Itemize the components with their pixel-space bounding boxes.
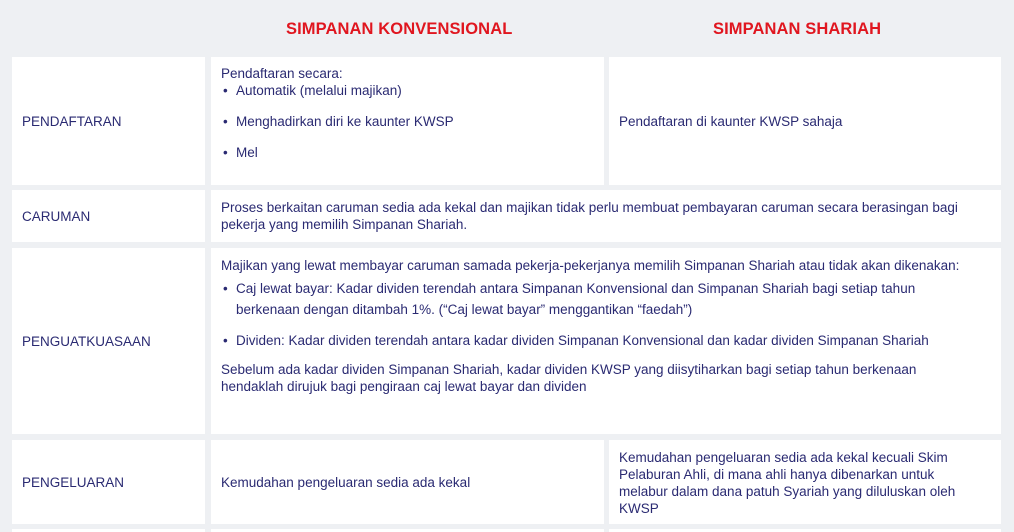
- pengeluaran-shariah-cell: [609, 440, 1001, 524]
- pengeluaran-shariah-text: Kemudahan pengeluaran sedia ada kekal kecuali Skim Pelaburan Ahli, di mana ahli hanya dibenarkan untuk melabur dalam dana patuh Syariah yang diluluskan oleh KWSP: [619, 450, 956, 516]
- bullet-icon: •: [223, 145, 228, 160]
- list-item: • Automatik (melalui majikan): [223, 83, 402, 98]
- row-label-penguatkuasaan: [12, 248, 205, 434]
- pendaftaran-konvensional-cell: [211, 57, 604, 185]
- header-simpanan-konvensional: SIMPANAN KONVENSIONAL: [286, 20, 513, 38]
- pengeluaran-konvensional-cell: [211, 440, 604, 524]
- row-label-pendaftaran: [12, 57, 205, 185]
- list-item: • Menghadirkan diri ke kaunter KWSP: [223, 114, 454, 129]
- penguatkuasaan-intro: Majikan yang lewat membayar caruman samada pekerja-pekerjanya memilih Simpanan Shariah atau tidak akan dikenakan:: [221, 258, 960, 273]
- pengeluaran-konvensional-text: Kemudahan pengeluaran sedia ada kekal: [221, 474, 471, 490]
- caruman-cell: [211, 190, 1001, 242]
- row-label-pengeluaran: [12, 440, 205, 524]
- bullet-icon: •: [223, 83, 228, 98]
- caruman-text: Proses berkaitan caruman sedia ada kekal dan majikan tidak perlu membuat pembayaran caruman secara berasingan bagi pekerja yang memilih Simpanan Shariah.: [221, 200, 958, 232]
- pendaftaran-shariah-cell: [609, 57, 1001, 185]
- list-item: • Dividen: Kadar dividen terendah antara kadar dividen Simpanan Konvensional dan kadar dividen Simpanan Shariah: [221, 330, 981, 351]
- bullet-icon: •: [223, 114, 228, 129]
- pengeluaran-label: PENGELUARAN: [22, 474, 125, 490]
- pendaftaran-konvensional-list: [221, 82, 594, 161]
- penguatkuasaan-note: Sebelum ada kadar dividen Simpanan Shariah, kadar dividen KWSP yang diisytiharkan bagi setiap tahun berkenaan hendaklah dirujuk bagi pengiraan caj lewat bayar dan dividen: [221, 362, 917, 394]
- header-simpanan-shariah: SIMPANAN SHARIAH: [713, 20, 882, 38]
- pendaftaran-konvensional-intro: Pendaftaran secara:: [221, 66, 343, 81]
- caruman-label: CARUMAN: [22, 208, 91, 224]
- bullet-icon: •: [223, 281, 228, 296]
- row-label-caruman: [12, 190, 205, 242]
- penguatkuasaan-list: [221, 278, 991, 351]
- list-item: • Mel: [223, 145, 258, 160]
- penguatkuasaan-cell: [211, 248, 1001, 434]
- pendaftaran-label: PENDAFTARAN: [22, 113, 122, 129]
- list-item: • Caj lewat bayar: Kadar dividen terendah antara Simpanan Konvensional dan Simpanan Shariah bagi setiap tahun berkenaan dengan ditambah 1%. (“Caj lewat bayar” menggantikan “faedah”): [221, 278, 981, 320]
- pendaftaran-shariah-text: Pendaftaran di kaunter KWSP sahaja: [619, 113, 843, 129]
- bullet-icon: •: [223, 333, 228, 348]
- penguatkuasaan-label: PENGUATKUASAAN: [22, 333, 151, 349]
